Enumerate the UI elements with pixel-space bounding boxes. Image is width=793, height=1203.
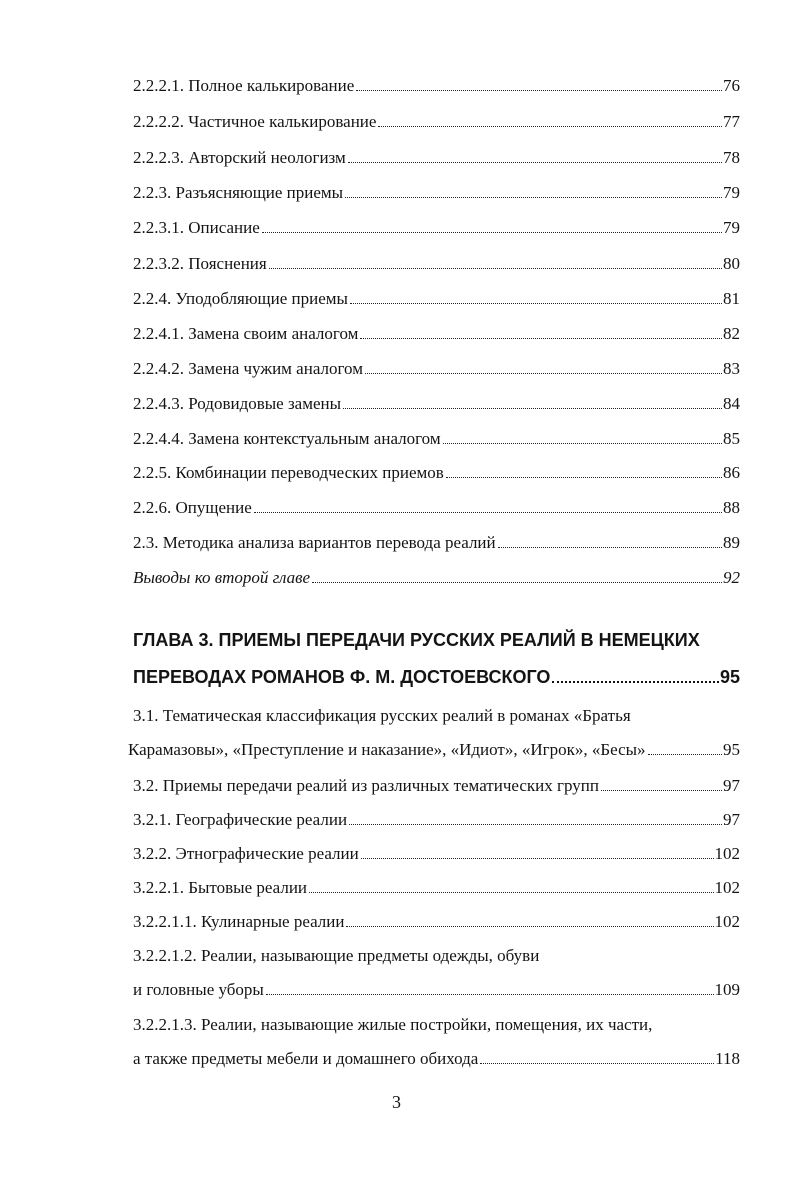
dot-leader xyxy=(356,90,722,91)
toc-entry xyxy=(133,461,740,485)
dot-leader xyxy=(601,790,722,791)
dot-leader xyxy=(498,547,722,548)
dot-leader xyxy=(365,373,722,374)
toc-entry xyxy=(133,427,740,451)
toc-entry-label: 2.2.3.1. Описание xyxy=(133,218,260,237)
dot-leader xyxy=(266,994,714,995)
toc-entry-page: 86 xyxy=(723,463,740,482)
toc-entry-label: Карамазовы», «Преступление и наказание», «Идиот», «Игрок», «Бесы» xyxy=(128,740,646,759)
dot-leader xyxy=(312,582,722,583)
toc-entry-page: 79 xyxy=(723,218,740,237)
toc-entry-label: 2.2.2.3. Авторский неологизм xyxy=(133,148,346,167)
toc-entry-page: 102 xyxy=(714,912,740,931)
toc-entry xyxy=(133,216,740,240)
toc-entry-label: и головные уборы xyxy=(133,980,264,999)
toc-entry xyxy=(133,392,740,416)
toc-entry-3-1-line1: 3.1. Тематическая классификация русских реалий в романах «Братья xyxy=(133,706,631,725)
dot-leader xyxy=(343,408,722,409)
toc-entry-page: 81 xyxy=(723,289,740,308)
toc-entry-3-1-line2 xyxy=(128,738,740,762)
chapter-heading-line2 xyxy=(133,664,740,690)
chapter-title-part2: ПЕРЕВОДАХ РОМАНОВ Ф. М. ДОСТОЕВСКОГО xyxy=(133,667,551,687)
toc-entry-label: 3.2.1. Географические реалии xyxy=(133,810,348,829)
toc-entry-page: 102 xyxy=(714,878,740,897)
toc-entry-label: 2.2.5. Комбинации переводческих приемов xyxy=(133,463,444,482)
dot-leader xyxy=(345,197,722,198)
dot-leader xyxy=(269,268,722,269)
chapter-title-part1: ГЛАВА 3. ПРИЕМЫ ПЕРЕДАЧИ РУССКИХ РЕАЛИЙ В НЕМЕЦКИХ xyxy=(133,630,700,650)
toc-entry-page: 109 xyxy=(714,980,740,999)
toc-entry-label: 2.2.3. Разъясняющие приемы xyxy=(133,183,344,202)
page-number: 3 xyxy=(392,1092,401,1112)
toc-entry-page: 89 xyxy=(723,533,740,552)
toc-entry-page: 97 xyxy=(723,776,740,795)
toc-entry-3-2-1 xyxy=(133,808,740,832)
toc-entry-page: 80 xyxy=(723,254,740,273)
toc-entry-page: 85 xyxy=(723,429,740,448)
toc-entry xyxy=(133,496,740,520)
toc-entry-page: 84 xyxy=(723,394,740,413)
toc-entry-page: 76 xyxy=(723,76,740,95)
toc-entry xyxy=(133,322,740,346)
dot-leader xyxy=(348,162,722,163)
toc-entry-3-2-2-1-3-line1: 3.2.2.1.3. Реалии, называющие жилые постройки, помещения, их части, xyxy=(133,1015,653,1034)
chapter-heading-line1 xyxy=(133,627,740,653)
toc-entry-label: 2.2.4.2. Замена чужим аналогом xyxy=(133,359,363,378)
toc-entry-3-2-2-1-1 xyxy=(133,910,740,934)
toc-entry-label: 2.2.2.1. Полное калькирование xyxy=(133,76,355,95)
toc-entry xyxy=(133,110,740,134)
toc-entry-3-2-2-1-2-line1: 3.2.2.1.2. Реалии, называющие предметы одежды, обуви xyxy=(133,946,540,965)
toc-entry-page: 118 xyxy=(715,1049,740,1068)
toc-entry-label: 3.2.2.1.1. Кулинарные реалии xyxy=(133,912,345,931)
dot-leader xyxy=(309,892,713,893)
toc-entry-label: 3.2.2.1. Бытовые реалии xyxy=(133,878,308,897)
toc-entry-label: 2.3. Методика анализа вариантов перевода реалий xyxy=(133,533,496,552)
toc-entry-page: 82 xyxy=(723,324,740,343)
toc-entry xyxy=(133,531,740,555)
toc-entry-label: 2.2.4.4. Замена контекстуальным аналогом xyxy=(133,429,441,448)
toc-entry-page: 92 xyxy=(723,568,740,587)
toc-entry-label: 2.2.3.2. Пояснения xyxy=(133,254,267,273)
dot-leader xyxy=(378,126,722,127)
chapter-page: 95 xyxy=(719,667,740,687)
dot-leader xyxy=(346,926,713,927)
toc-entry-3-2 xyxy=(133,774,740,798)
toc-entry xyxy=(133,146,740,170)
toc-entry-page: 79 xyxy=(723,183,740,202)
toc-entry-conclusions xyxy=(133,566,740,590)
toc-entry-page: 88 xyxy=(723,498,740,517)
toc-entry-label: 2.2.4.1. Замена своим аналогом xyxy=(133,324,359,343)
toc-entry xyxy=(133,181,740,205)
dot-leader xyxy=(350,303,722,304)
toc-entry xyxy=(133,74,740,98)
dot-leader xyxy=(262,232,722,233)
dot-leader xyxy=(360,338,722,339)
dot-leader xyxy=(361,858,714,859)
toc-entry-label: Выводы ко второй главе xyxy=(133,568,311,587)
toc-entry-page: 95 xyxy=(723,740,740,759)
toc-entry-page: 78 xyxy=(723,148,740,167)
toc-entry-3-2-2-1 xyxy=(133,876,740,900)
toc-entry-3-2-2-1-3-line2 xyxy=(133,1047,740,1071)
toc-entry xyxy=(133,357,740,381)
dot-leader xyxy=(446,477,722,478)
toc-entry-3-2-2-1-2-line2 xyxy=(133,978,740,1002)
toc-entry-label: 2.2.2.2. Частичное калькирование xyxy=(133,112,377,131)
toc-entry-label: а также предметы мебели и домашнего обихода xyxy=(133,1049,479,1068)
dot-leader xyxy=(648,754,722,755)
dot-leader xyxy=(254,512,722,513)
dot-leader xyxy=(349,824,722,825)
toc-entry-page: 102 xyxy=(714,844,740,863)
toc-entry-label: 2.2.4.3. Родовидовые замены xyxy=(133,394,342,413)
dot-leader xyxy=(480,1063,714,1064)
toc-entry-3-2-2 xyxy=(133,842,740,866)
toc-entry-label: 2.2.4. Уподобляющие приемы xyxy=(133,289,348,308)
toc-entry-page: 77 xyxy=(723,112,740,131)
toc-entry-label: 2.2.6. Опущение xyxy=(133,498,252,517)
toc-entry-page: 97 xyxy=(723,810,740,829)
toc-entry-label: 3.2. Приемы передачи реалий из различных тематических групп xyxy=(133,776,599,795)
dot-leader xyxy=(443,443,722,444)
toc-entry-label: 3.2.2. Этнографические реалии xyxy=(133,844,359,863)
toc-entry-page: 83 xyxy=(723,359,740,378)
dot-leader xyxy=(552,681,719,683)
toc-entry xyxy=(133,252,740,276)
toc-entry xyxy=(133,287,740,311)
